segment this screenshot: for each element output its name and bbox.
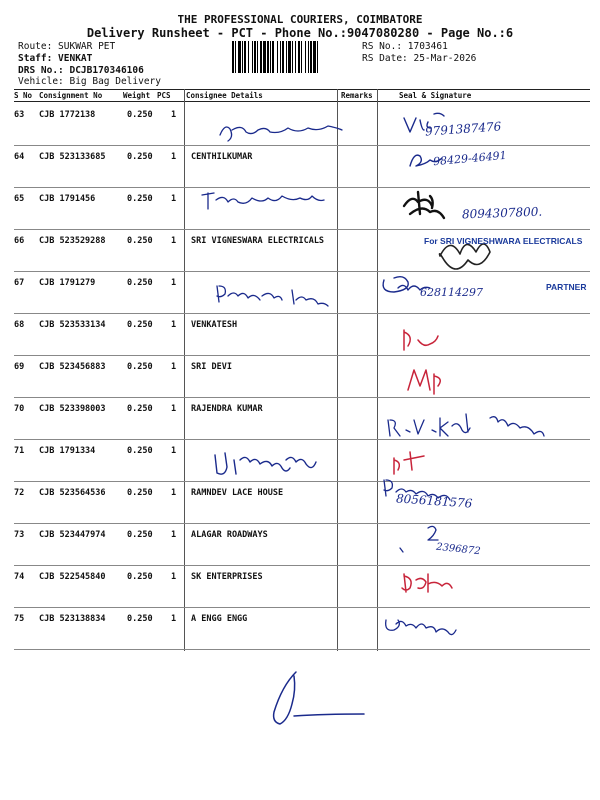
cell-pcs: 1	[171, 236, 177, 246]
seal-signature-70	[388, 414, 544, 436]
cell-pcs: 1	[171, 278, 177, 288]
cell-sno: 73	[14, 530, 25, 540]
cell-pcs: 1	[171, 572, 177, 582]
cell-weight: 0.250	[127, 152, 153, 162]
rs-number: RS No.: 1703461	[362, 41, 448, 52]
seal-signature-68	[404, 330, 438, 350]
cell-consignment-no: CJB 523398003	[39, 404, 106, 414]
cell-pcs: 1	[171, 530, 177, 540]
cell-consignment-no: CJB 523133685	[39, 152, 106, 162]
cell-consignment-no: CJB 523138834	[39, 614, 106, 624]
cell-consignment-no: CJB 1791279	[39, 278, 96, 288]
cell-consignment-no: CJB 523456883	[39, 362, 106, 372]
handwritten-phone-67: 628114297	[420, 286, 483, 299]
seal-signature-73	[400, 526, 438, 552]
cell-weight: 0.250	[127, 278, 153, 288]
cell-pcs: 1	[171, 194, 177, 204]
cell-consignment-no: CJB 523447974	[39, 530, 106, 540]
cell-consignee: SRI DEVI	[191, 362, 232, 372]
cell-weight: 0.250	[127, 404, 153, 414]
cell-pcs: 1	[171, 362, 177, 372]
cell-consignee: RAJENDRA KUMAR	[191, 404, 263, 414]
cell-sno: 69	[14, 362, 25, 372]
seal-signature-75	[386, 620, 456, 635]
cell-weight: 0.250	[127, 236, 153, 246]
consignee-signature-67	[217, 286, 328, 306]
cell-weight: 0.250	[127, 446, 153, 456]
consignee-signature-63	[220, 126, 342, 141]
cell-pcs: 1	[171, 488, 177, 498]
handwritten-phone-73: 2396872	[435, 541, 481, 558]
cell-pcs: 1	[171, 110, 177, 120]
cell-consignee: A ENGG ENGG	[191, 614, 248, 624]
cell-sno: 71	[14, 446, 25, 456]
handwritten-phone-64: 98429-46491	[432, 148, 508, 169]
cell-sno: 64	[14, 152, 25, 162]
seal-signature-66	[440, 244, 491, 269]
col-header-pcs: PCS	[157, 91, 171, 100]
cell-sno: 66	[14, 236, 25, 246]
col-header-sno: S No	[14, 91, 33, 100]
col-header-weight: Weight	[123, 91, 151, 100]
cell-pcs: 1	[171, 614, 177, 624]
cell-weight: 0.250	[127, 194, 153, 204]
cell-consignment-no: CJB 523564536	[39, 488, 106, 498]
cell-consignment-no: CJB 1791334	[39, 446, 96, 456]
cell-sno: 67	[14, 278, 25, 288]
col-header-consignee: Consignee Details	[186, 91, 263, 100]
cell-consignee: RAMNDEV LACE HOUSE	[191, 488, 284, 498]
vehicle-label: Vehicle: Big Bag Delivery	[18, 76, 161, 87]
cell-weight: 0.250	[127, 614, 153, 624]
cell-consignment-no: CJB 522545840	[39, 572, 106, 582]
cell-sno: 75	[14, 614, 25, 624]
company-title: THE PROFESSIONAL COURIERS, COIMBATORE	[177, 13, 423, 26]
seal-signature-74	[402, 574, 452, 592]
cell-pcs: 1	[171, 320, 177, 330]
handwritten-phone-72: 8056181576	[395, 491, 473, 511]
col-header-seal-signature: Seal & Signature	[399, 91, 472, 100]
seal-signature-65	[404, 192, 444, 218]
cell-sno: 72	[14, 488, 25, 498]
route-label: Route: SUKWAR PET	[18, 41, 116, 52]
col-header-remarks: Remarks	[341, 91, 373, 100]
cell-sno: 74	[14, 572, 25, 582]
cell-consignment-no: CJB 1772138	[39, 110, 96, 120]
seal-signature-69	[408, 370, 440, 394]
cell-consignee: CENTHILKUMAR	[191, 152, 253, 162]
cell-weight: 0.250	[127, 110, 153, 120]
consignee-signature-71	[215, 453, 316, 474]
cell-weight: 0.250	[127, 320, 153, 330]
cell-consignee: SK ENTERPRISES	[191, 572, 263, 582]
cell-consignee: ALAGAR ROADWAYS	[191, 530, 268, 540]
consignee-signature-65	[202, 193, 324, 209]
rs-date: RS Date: 25-Mar-2026	[362, 53, 477, 64]
cell-sno: 68	[14, 320, 25, 330]
cell-sno: 65	[14, 194, 25, 204]
cell-weight: 0.250	[127, 362, 153, 372]
cell-pcs: 1	[171, 152, 177, 162]
seal-signature-71	[394, 452, 424, 474]
staff-label: Staff: VENKAT	[18, 53, 93, 64]
cell-weight: 0.250	[127, 488, 153, 498]
handwritten-phone-63: 9791387476	[424, 119, 502, 139]
cell-sno: 63	[14, 110, 25, 120]
runsheet-subtitle: Delivery Runsheet - PCT - Phone No.:9047080280 - Page No.:6	[86, 26, 514, 40]
cell-sno: 70	[14, 404, 25, 414]
drs-number: DRS No.: DCJB170346106	[18, 65, 144, 76]
col-header-consignment: Consignment No	[39, 91, 103, 100]
cell-pcs: 1	[171, 404, 177, 414]
cell-consignee: VENKATESH	[191, 320, 238, 330]
cell-weight: 0.250	[127, 530, 153, 540]
seal-stamp-66: For SRI VIGNESHWARA ELECTRICALS	[424, 236, 583, 246]
cell-consignee: SRI VIGNESWARA ELECTRICALS	[191, 236, 325, 246]
cell-consignment-no: CJB 523529288	[39, 236, 106, 246]
cell-pcs: 1	[171, 446, 177, 456]
handwritten-phone-65: 8094307800.	[461, 204, 543, 222]
partner-stamp-67: PARTNER	[546, 282, 587, 292]
staff-signature	[274, 672, 364, 724]
cell-consignment-no: CJB 1791456	[39, 194, 96, 204]
cell-weight: 0.250	[127, 572, 153, 582]
cell-consignment-no: CJB 523533134	[39, 320, 106, 330]
